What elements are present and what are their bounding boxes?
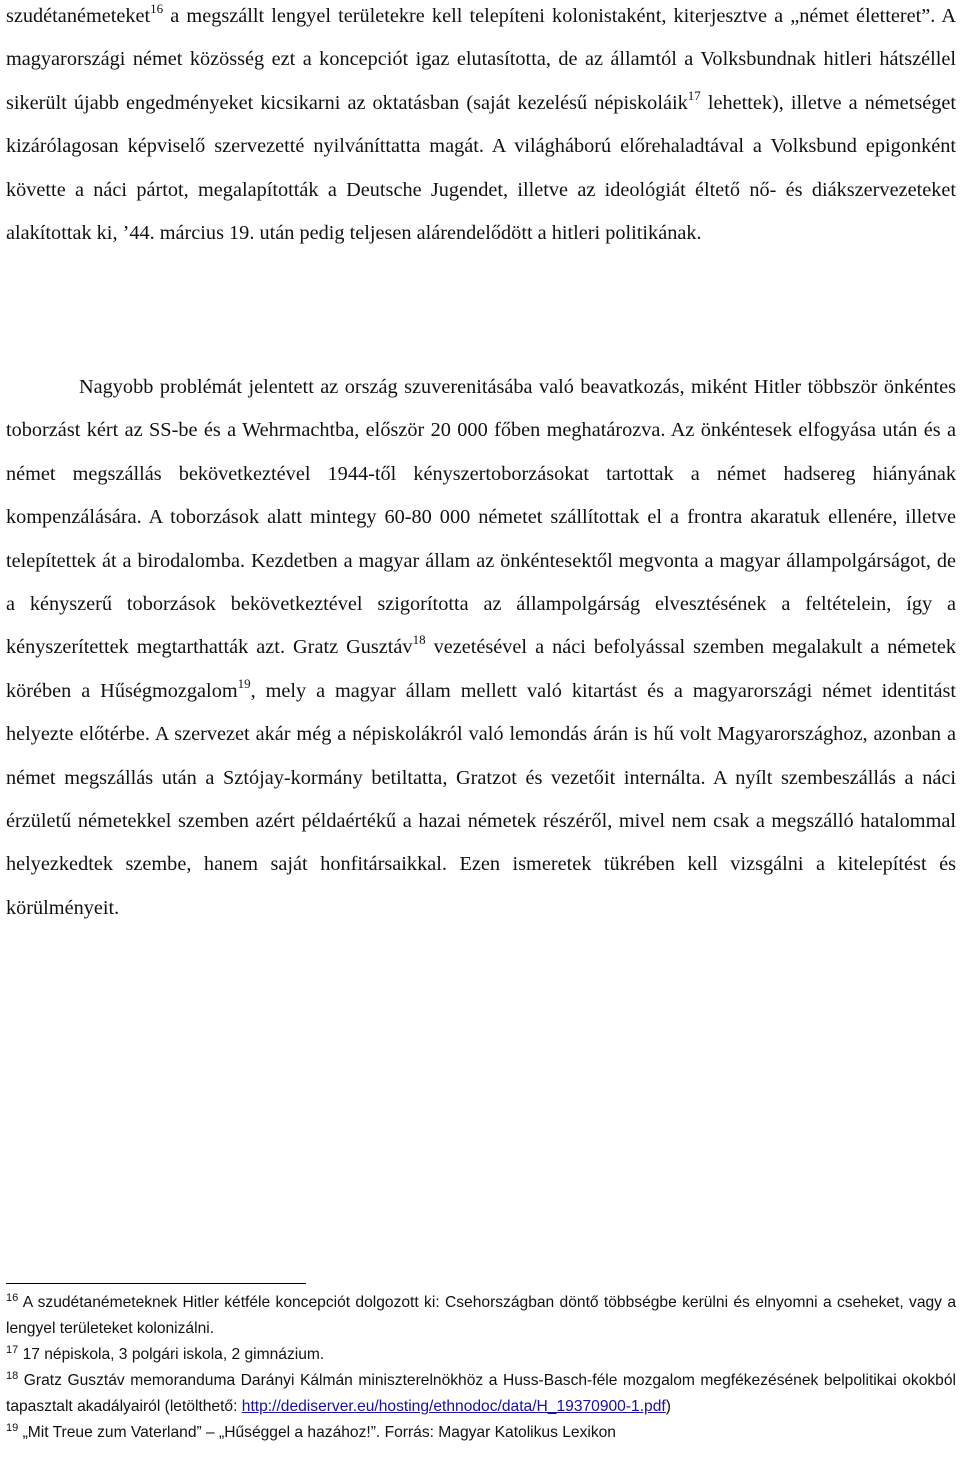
footnote-number: 16 [6, 1291, 19, 1304]
footnote-number: 17 [6, 1343, 19, 1356]
footnote-number: 18 [6, 1369, 19, 1382]
footnote-18 [6, 1368, 956, 1420]
footnote-number: 19 [6, 1421, 19, 1434]
text-segment: , mely a magyar állam mellett való kitartást és a magyarországi német identitást helyezte előtérbe. A szervezet akár még a népiskolákról való lemondás árán is hű volt Magyarországhoz, azonban a német megszállás után a Sztójay-kormány betiltatta, Gratzot és vezetőit internálta. A nyílt szembeszállás a náci érzületű németekkel szemben azért példaértékű a hazai németek részéről, mivel nem csak a megszálló hatalommal helyezkedtek szembe, hanem saját honfitársaikkal. Ezen ismeretek tükrében kell vizsgálni a kitelepítést és körülményeit. [6, 679, 956, 919]
text-segment: a megszállt lengyel területekre kell telepíteni kolonistaként, kiterjesztve a „német életteret”. A magyarországi német közösség ezt a koncepciót igaz elutasította, de az államtól a Volksbundnak hitleri hátszéllel sikerült újabb engedményeket kicsikarni az oktatásban (saját kezelésű népiskoláik [6, 5, 956, 114]
text-segment: lehettek), illetve a németséget kizárólagosan képviselő szervezetté nyilváníttatta magát. A világháború előrehaladtával a Volksbund epigonként követte a náci pártot, megalapították a Deutsche Jugendet, illetve az ideológiát éltető nő- és diákszervezeteket alakítottak ki, ’44. március 19. után pedig teljesen alárendelődött a hitleri politikának. [6, 91, 956, 245]
source-link[interactable]: http://dediserver.eu/hosting/ethnodoc/data/H_19370900-1.pdf [241, 1398, 666, 1415]
footnote-text-end: ) [665, 1398, 671, 1415]
text-segment: szudétanémeteket [6, 5, 151, 27]
footnote-text: A szudétanémeteknek Hitler kétféle koncepciót dolgozott ki: Csehországban döntő többségbe kerülni és elnyomni a cseheket, vagy a lengyel területeket kolonizálni. [6, 1294, 956, 1337]
footnote-19 [6, 1420, 956, 1446]
body-paragraph-1 [6, 0, 956, 255]
footnote-text: „Mit Treue zum Vaterland” – „Hűséggel a hazához!”. Forrás: Magyar Katolikus Lexikon [18, 1424, 616, 1441]
footnote-text: 17 népiskola, 3 polgári iskola, 2 gimnázium. [18, 1346, 325, 1363]
text-segment: Nagyobb problémát jelentett az ország szuverenitásába való beavatkozás, miként Hitler többször önkéntes toborzást kért az SS-be és a Wehrmachtba, először 20 000 főben meghatározva. Az önkéntesek elfogyása után és a német megszállás bekövetkeztével 1944-től kényszertoborzásokat tartottak a német hadsereg hiányának kompenzálására. A toborzások alatt mintegy 60-80 000 németet szállítottak el a frontra akaratuk ellenére, illetve telepítettek át a birodalomba. Kezdetben a magyar állam az önkéntesektől megvonta a magyar állampolgárságot, de a kényszerű toborzások bekövetkeztével szigorította az állampolgárság elvesztésének a feltételein, így a kényszerítettek megtarthatták azt. Gratz Gusztáv [6, 376, 956, 659]
footnote-ref-17[interactable]: 17 [687, 87, 701, 103]
footnote-text: Gratz Gusztáv memoranduma Darányi Kálmán miniszterelnökhöz a Huss-Basch-féle mozgalom megfékezésének belpolitikai okokból tapasztalt akadályairól (letölthető: [6, 1372, 956, 1415]
body-paragraph-2 [6, 366, 956, 930]
footnote-ref-19[interactable]: 19 [237, 675, 251, 691]
footnote-16 [6, 1290, 956, 1342]
text-segment: vezetésével a náci befolyással szemben megalakult a németek körében a Hűségmozgalom [6, 636, 956, 702]
footnote-ref-18[interactable]: 18 [412, 632, 426, 648]
footnote-separator [6, 1283, 306, 1284]
footnote-17 [6, 1342, 956, 1368]
footnotes [6, 1290, 956, 1446]
footnote-ref-16[interactable]: 16 [150, 0, 164, 16]
